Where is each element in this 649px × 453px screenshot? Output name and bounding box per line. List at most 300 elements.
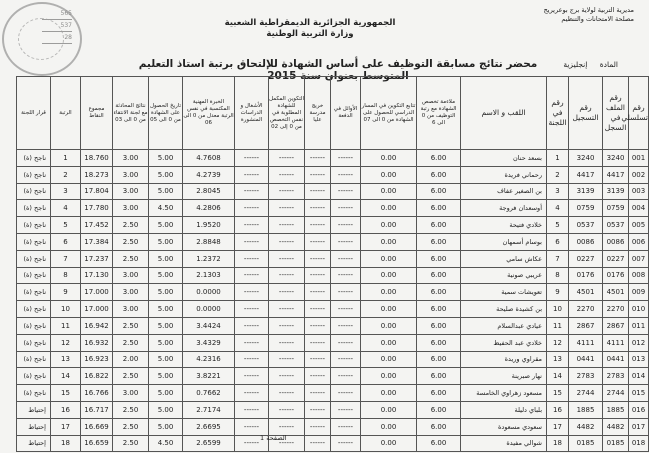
ministry-line: وزارة التربية الوطنية <box>266 29 354 39</box>
stamp-line: 565 <box>42 8 72 20</box>
training-score-cell: 0.00 <box>361 368 417 385</box>
candidate-name-cell: تعويشات سمية <box>461 284 547 301</box>
experience-score-cell: 4.2739 <box>183 166 235 183</box>
rank-cell: 14 <box>51 368 81 385</box>
registration-cell: 4501 <box>569 284 603 301</box>
interview-score-cell: 2.50 <box>113 317 149 334</box>
certificate-date-cell: 5.00 <box>149 368 183 385</box>
certificate-date-cell: 5.00 <box>149 385 183 402</box>
candidate-name-cell: شوالي مفيدة <box>461 435 547 452</box>
file-number-cell: 0086 <box>603 233 629 250</box>
decision-cell: ناجح (ة) <box>17 217 51 234</box>
candidate-name-cell: بوسام أسمهان <box>461 233 547 250</box>
serial-cell: 018 <box>629 435 649 452</box>
graduate-school-cell: ------ <box>305 284 331 301</box>
file-number-cell: 2744 <box>603 385 629 402</box>
serial-cell: 017 <box>629 418 649 435</box>
serial-cell: 011 <box>629 317 649 334</box>
directorate-line: مديرية التربية لولاية برج بوعريريج <box>543 6 634 14</box>
candidate-name-cell: رحماني فريدة <box>461 166 547 183</box>
official-stamp <box>2 2 82 76</box>
published-works-cell: ------ <box>235 284 269 301</box>
specialty-score-cell: 6.00 <box>417 183 461 200</box>
published-works-cell: ------ <box>235 166 269 183</box>
interview-score-cell: 2.50 <box>113 435 149 452</box>
certificate-date-cell: 5.00 <box>149 317 183 334</box>
experience-score-cell: 4.7608 <box>183 150 235 167</box>
experience-score-cell: 2.6599 <box>183 435 235 452</box>
top-of-class-cell: ------ <box>331 435 361 452</box>
committee-number-cell: 8 <box>547 267 569 284</box>
rank-cell: 13 <box>51 351 81 368</box>
total-score-cell: 17.780 <box>81 200 113 217</box>
serial-cell: 012 <box>629 334 649 351</box>
specialty-score-cell: 6.00 <box>417 166 461 183</box>
total-score-cell: 17.000 <box>81 284 113 301</box>
table-row <box>17 233 649 250</box>
rank-cell: 17 <box>51 418 81 435</box>
table-row <box>17 267 649 284</box>
column-header: الأوائل في الدفعة <box>331 77 361 150</box>
subject-field <box>553 60 618 69</box>
interview-score-cell: 2.00 <box>113 351 149 368</box>
training-score-cell: 0.00 <box>361 317 417 334</box>
candidate-name-cell: خلادي فتيحة <box>461 217 547 234</box>
total-score-cell: 17.804 <box>81 183 113 200</box>
stamp-counts <box>42 8 72 66</box>
decision-cell: ناجح (ة) <box>17 183 51 200</box>
candidate-name-cell: عيادي عبدالسلام <box>461 317 547 334</box>
training-score-cell: 0.00 <box>361 334 417 351</box>
top-of-class-cell: ------ <box>331 351 361 368</box>
serial-cell: 016 <box>629 401 649 418</box>
experience-score-cell: 2.8045 <box>183 183 235 200</box>
specialty-score-cell: 6.00 <box>417 317 461 334</box>
specialty-score-cell: 6.00 <box>417 418 461 435</box>
interview-score-cell: 2.50 <box>113 233 149 250</box>
graduate-school-cell: ------ <box>305 217 331 234</box>
decision-cell: ناجح (ة) <box>17 334 51 351</box>
registration-cell: 4482 <box>569 418 603 435</box>
graduate-school-cell: ------ <box>305 150 331 167</box>
decision-cell: ناجح (ة) <box>17 200 51 217</box>
serial-cell: 003 <box>629 183 649 200</box>
specialty-score-cell: 6.00 <box>417 250 461 267</box>
committee-number-cell: 5 <box>547 217 569 234</box>
training-score-cell: 0.00 <box>361 200 417 217</box>
table-row <box>17 150 649 167</box>
graduate-school-cell: ------ <box>305 301 331 318</box>
rank-cell: 6 <box>51 233 81 250</box>
graduate-school-cell: ------ <box>305 418 331 435</box>
column-header: اللقب و الاسم <box>461 77 547 150</box>
training-score-cell: 0.00 <box>361 301 417 318</box>
column-header: الأشغال و الدراسات المنشورة <box>235 77 269 150</box>
rank-cell: 10 <box>51 301 81 318</box>
rank-cell: 4 <box>51 200 81 217</box>
committee-number-cell: 2 <box>547 166 569 183</box>
candidate-name-cell: مسعود زهراوي الخامسة <box>461 385 547 402</box>
rank-cell: 3 <box>51 183 81 200</box>
directorate-line: مصلحة الامتحانات والتنظيم <box>561 15 634 23</box>
interview-score-cell: 3.00 <box>113 200 149 217</box>
certificate-date-cell: 5.00 <box>149 418 183 435</box>
decision-cell: ناجح (ة) <box>17 368 51 385</box>
committee-number-cell: 3 <box>547 183 569 200</box>
published-works-cell: ------ <box>235 317 269 334</box>
file-number-cell: 0759 <box>603 200 629 217</box>
column-header: التكوين المكمل للشهادة المطلوبة في نفس التخصص من 0 إلى 02 <box>269 77 305 150</box>
total-score-cell: 16.923 <box>81 351 113 368</box>
serial-cell: 015 <box>629 385 649 402</box>
table-row <box>17 435 649 452</box>
committee-number-cell: 4 <box>547 200 569 217</box>
specialty-score-cell: 6.00 <box>417 200 461 217</box>
specialty-score-cell: 6.00 <box>417 267 461 284</box>
training-score-cell: 0.00 <box>361 217 417 234</box>
registration-cell: 2867 <box>569 317 603 334</box>
table-row <box>17 166 649 183</box>
file-number-cell: 4501 <box>603 284 629 301</box>
experience-score-cell: 2.6695 <box>183 418 235 435</box>
stamp-line: 28 <box>42 32 72 44</box>
total-score-cell: 17.452 <box>81 217 113 234</box>
rank-cell: 12 <box>51 334 81 351</box>
serial-cell: 004 <box>629 200 649 217</box>
training-score-cell: 0.00 <box>361 166 417 183</box>
rank-cell: 15 <box>51 385 81 402</box>
published-works-cell: ------ <box>235 351 269 368</box>
total-score-cell: 17.130 <box>81 267 113 284</box>
interview-score-cell: 3.00 <box>113 301 149 318</box>
table-row <box>17 301 649 318</box>
total-score-cell: 18.273 <box>81 166 113 183</box>
training-score-cell: 0.00 <box>361 351 417 368</box>
specialty-score-cell: 6.00 <box>417 150 461 167</box>
serial-cell: 010 <box>629 301 649 318</box>
interview-score-cell: 2.50 <box>113 368 149 385</box>
decision-cell: إحتياط <box>17 401 51 418</box>
published-works-cell: ------ <box>235 435 269 452</box>
decision-cell: ناجح (ة) <box>17 250 51 267</box>
registration-cell: 0176 <box>569 267 603 284</box>
candidate-name-cell: عكاش سامي <box>461 250 547 267</box>
total-score-cell: 16.942 <box>81 317 113 334</box>
training-score-cell: 0.00 <box>361 233 417 250</box>
table-row <box>17 351 649 368</box>
file-number-cell: 0185 <box>603 435 629 452</box>
registration-cell: 0227 <box>569 250 603 267</box>
column-header: مجموع النقاط <box>81 77 113 150</box>
experience-score-cell: 1.9520 <box>183 217 235 234</box>
graduate-school-cell: ------ <box>305 166 331 183</box>
column-header: رقم الملف في السجل <box>603 77 629 150</box>
rank-cell: 16 <box>51 401 81 418</box>
committee-number-cell: 1 <box>547 150 569 167</box>
graduate-school-cell: ------ <box>305 334 331 351</box>
serial-cell: 002 <box>629 166 649 183</box>
results-table <box>16 76 649 452</box>
top-of-class-cell: ------ <box>331 284 361 301</box>
experience-score-cell: 0.7662 <box>183 385 235 402</box>
complementary-training-cell: ------ <box>269 166 305 183</box>
total-score-cell: 16.669 <box>81 418 113 435</box>
specialty-score-cell: 6.00 <box>417 385 461 402</box>
decision-cell: ناجح (ة) <box>17 351 51 368</box>
table-header-row <box>17 77 649 150</box>
decision-cell: ناجح (ة) <box>17 284 51 301</box>
table-row <box>17 368 649 385</box>
committee-number-cell: 12 <box>547 334 569 351</box>
experience-score-cell: 3.4424 <box>183 317 235 334</box>
rank-cell: 7 <box>51 250 81 267</box>
candidate-name-cell: بلباي دليلة <box>461 401 547 418</box>
top-of-class-cell: ------ <box>331 385 361 402</box>
certificate-date-cell: 5.00 <box>149 250 183 267</box>
graduate-school-cell: ------ <box>305 368 331 385</box>
experience-score-cell: 4.2806 <box>183 200 235 217</box>
total-score-cell: 18.760 <box>81 150 113 167</box>
interview-score-cell: 3.00 <box>113 183 149 200</box>
complementary-training-cell: ------ <box>269 267 305 284</box>
complementary-training-cell: ------ <box>269 317 305 334</box>
published-works-cell: ------ <box>235 183 269 200</box>
candidate-name-cell: أوسعدان فروجة <box>461 200 547 217</box>
registration-cell: 3139 <box>569 183 603 200</box>
rank-cell: 8 <box>51 267 81 284</box>
committee-number-cell: 10 <box>547 301 569 318</box>
file-number-cell: 3139 <box>603 183 629 200</box>
interview-score-cell: 3.00 <box>113 385 149 402</box>
top-of-class-cell: ------ <box>331 267 361 284</box>
serial-cell: 013 <box>629 351 649 368</box>
published-works-cell: ------ <box>235 250 269 267</box>
serial-cell: 009 <box>629 284 649 301</box>
training-score-cell: 0.00 <box>361 418 417 435</box>
decision-cell: ناجح (ة) <box>17 166 51 183</box>
committee-number-cell: 13 <box>547 351 569 368</box>
registration-cell: 0086 <box>569 233 603 250</box>
experience-score-cell: 2.7174 <box>183 401 235 418</box>
complementary-training-cell: ------ <box>269 217 305 234</box>
specialty-score-cell: 6.00 <box>417 217 461 234</box>
committee-number-cell: 16 <box>547 401 569 418</box>
serial-cell: 007 <box>629 250 649 267</box>
specialty-score-cell: 6.00 <box>417 301 461 318</box>
subject-label: المادة <box>599 60 618 69</box>
specialty-score-cell: 6.00 <box>417 401 461 418</box>
candidate-name-cell: مقراوي وريدة <box>461 351 547 368</box>
registration-cell: 1885 <box>569 401 603 418</box>
table-row <box>17 418 649 435</box>
published-works-cell: ------ <box>235 385 269 402</box>
file-number-cell: 4111 <box>603 334 629 351</box>
committee-number-cell: 6 <box>547 233 569 250</box>
page-footer: الصفحة 1 <box>260 434 287 442</box>
stamp-line: 537 <box>42 20 72 32</box>
table-row <box>17 334 649 351</box>
file-number-cell: 0537 <box>603 217 629 234</box>
specialty-score-cell: 6.00 <box>417 334 461 351</box>
certificate-date-cell: 5.00 <box>149 150 183 167</box>
table-row <box>17 183 649 200</box>
committee-number-cell: 17 <box>547 418 569 435</box>
interview-score-cell: 3.00 <box>113 150 149 167</box>
column-header: خريج مدرسة عليا <box>305 77 331 150</box>
experience-score-cell: 3.8221 <box>183 368 235 385</box>
certificate-date-cell: 4.50 <box>149 200 183 217</box>
published-works-cell: ------ <box>235 418 269 435</box>
top-of-class-cell: ------ <box>331 166 361 183</box>
file-number-cell: 3240 <box>603 150 629 167</box>
certificate-date-cell: 5.00 <box>149 166 183 183</box>
file-number-cell: 1885 <box>603 401 629 418</box>
top-of-class-cell: ------ <box>331 401 361 418</box>
interview-score-cell: 2.50 <box>113 401 149 418</box>
complementary-training-cell: ------ <box>269 284 305 301</box>
complementary-training-cell: ------ <box>269 351 305 368</box>
specialty-score-cell: 6.00 <box>417 368 461 385</box>
registration-cell: 0759 <box>569 200 603 217</box>
published-works-cell: ------ <box>235 334 269 351</box>
table-row <box>17 250 649 267</box>
total-score-cell: 17.384 <box>81 233 113 250</box>
complementary-training-cell: ------ <box>269 250 305 267</box>
training-score-cell: 0.00 <box>361 267 417 284</box>
experience-score-cell: 4.2316 <box>183 351 235 368</box>
column-header: نتائج المحادثة مع لجنة الانتقاء من 0 الى 03 <box>113 77 149 150</box>
complementary-training-cell: ------ <box>269 150 305 167</box>
directorate-header <box>494 6 634 24</box>
experience-score-cell: 2.8848 <box>183 233 235 250</box>
published-works-cell: ------ <box>235 301 269 318</box>
rank-cell: 1 <box>51 150 81 167</box>
document-title: محضر نتائج مسابقة التوظيف على أساس الشهادة للإلتحاق برتبة استاذ التعليم المتوسط بعنوان سنة 2015 <box>138 58 538 82</box>
candidate-name-cell: سعودي مسعودة <box>461 418 547 435</box>
registration-cell: 0441 <box>569 351 603 368</box>
top-of-class-cell: ------ <box>331 200 361 217</box>
top-of-class-cell: ------ <box>331 418 361 435</box>
column-header: رقم في اللجنة <box>547 77 569 150</box>
graduate-school-cell: ------ <box>305 401 331 418</box>
registration-cell: 2783 <box>569 368 603 385</box>
registration-cell: 2270 <box>569 301 603 318</box>
certificate-date-cell: 5.00 <box>149 301 183 318</box>
decision-cell: ناجح (ة) <box>17 150 51 167</box>
complementary-training-cell: ------ <box>269 334 305 351</box>
graduate-school-cell: ------ <box>305 267 331 284</box>
decision-cell: إحتياط <box>17 418 51 435</box>
candidate-name-cell: عريبي صونية <box>461 267 547 284</box>
training-score-cell: 0.00 <box>361 385 417 402</box>
committee-number-cell: 7 <box>547 250 569 267</box>
registration-cell: 0537 <box>569 217 603 234</box>
total-score-cell: 16.932 <box>81 334 113 351</box>
column-header: تاريخ الحصول على الشهادة من 0 الى 05 <box>149 77 183 150</box>
training-score-cell: 0.00 <box>361 284 417 301</box>
interview-score-cell: 3.00 <box>113 166 149 183</box>
top-of-class-cell: ------ <box>331 301 361 318</box>
training-score-cell: 0.00 <box>361 250 417 267</box>
complementary-training-cell: ------ <box>269 233 305 250</box>
graduate-school-cell: ------ <box>305 233 331 250</box>
serial-cell: 001 <box>629 150 649 167</box>
certificate-date-cell: 5.00 <box>149 267 183 284</box>
rank-cell: 18 <box>51 435 81 452</box>
top-of-class-cell: ------ <box>331 150 361 167</box>
serial-cell: 014 <box>629 368 649 385</box>
graduate-school-cell: ------ <box>305 385 331 402</box>
complementary-training-cell: ------ <box>269 435 305 452</box>
interview-score-cell: 3.00 <box>113 284 149 301</box>
rank-cell: 11 <box>51 317 81 334</box>
table-body <box>17 150 649 452</box>
file-number-cell: 2867 <box>603 317 629 334</box>
experience-score-cell: 3.4329 <box>183 334 235 351</box>
decision-cell: إحتياط <box>17 435 51 452</box>
complementary-training-cell: ------ <box>269 368 305 385</box>
committee-number-cell: 11 <box>547 317 569 334</box>
republic-header <box>200 18 420 40</box>
training-score-cell: 0.00 <box>361 150 417 167</box>
table-row <box>17 217 649 234</box>
certificate-date-cell: 5.00 <box>149 183 183 200</box>
table-row <box>17 200 649 217</box>
table-row <box>17 317 649 334</box>
total-score-cell: 16.717 <box>81 401 113 418</box>
candidate-name-cell: بسعد حنان <box>461 150 547 167</box>
top-of-class-cell: ------ <box>331 233 361 250</box>
top-of-class-cell: ------ <box>331 250 361 267</box>
committee-number-cell: 14 <box>547 368 569 385</box>
file-number-cell: 4482 <box>603 418 629 435</box>
candidate-name-cell: خلادي عبد الحفيظ <box>461 334 547 351</box>
total-score-cell: 16.822 <box>81 368 113 385</box>
graduate-school-cell: ------ <box>305 183 331 200</box>
column-header: رقم تسلسلي <box>629 77 649 150</box>
specialty-score-cell: 6.00 <box>417 284 461 301</box>
decision-cell: ناجح (ة) <box>17 301 51 318</box>
column-header: تتابع التكوين في المسار الدراسي للحصول على الشهادة من 0 الى 07 <box>361 77 417 150</box>
complementary-training-cell: ------ <box>269 183 305 200</box>
rank-cell: 5 <box>51 217 81 234</box>
total-score-cell: 17.000 <box>81 301 113 318</box>
decision-cell: ناجح (ة) <box>17 317 51 334</box>
registration-cell: 2744 <box>569 385 603 402</box>
column-header: رقم التسجيل <box>569 77 603 150</box>
specialty-score-cell: 6.00 <box>417 435 461 452</box>
top-of-class-cell: ------ <box>331 317 361 334</box>
training-score-cell: 0.00 <box>361 401 417 418</box>
file-number-cell: 2270 <box>603 301 629 318</box>
certificate-date-cell: 5.00 <box>149 233 183 250</box>
certificate-date-cell: 5.00 <box>149 401 183 418</box>
serial-cell: 006 <box>629 233 649 250</box>
certificate-date-cell: 5.00 <box>149 334 183 351</box>
graduate-school-cell: ------ <box>305 435 331 452</box>
decision-cell: ناجح (ة) <box>17 385 51 402</box>
candidate-name-cell: بن كشيدة صليحة <box>461 301 547 318</box>
complementary-training-cell: ------ <box>269 200 305 217</box>
table-row <box>17 284 649 301</box>
experience-score-cell: 1.2372 <box>183 250 235 267</box>
registration-cell: 4417 <box>569 166 603 183</box>
column-header: الرتبة <box>51 77 81 150</box>
committee-number-cell: 18 <box>547 435 569 452</box>
interview-score-cell: 3.00 <box>113 267 149 284</box>
interview-score-cell: 2.50 <box>113 250 149 267</box>
published-works-cell: ------ <box>235 401 269 418</box>
